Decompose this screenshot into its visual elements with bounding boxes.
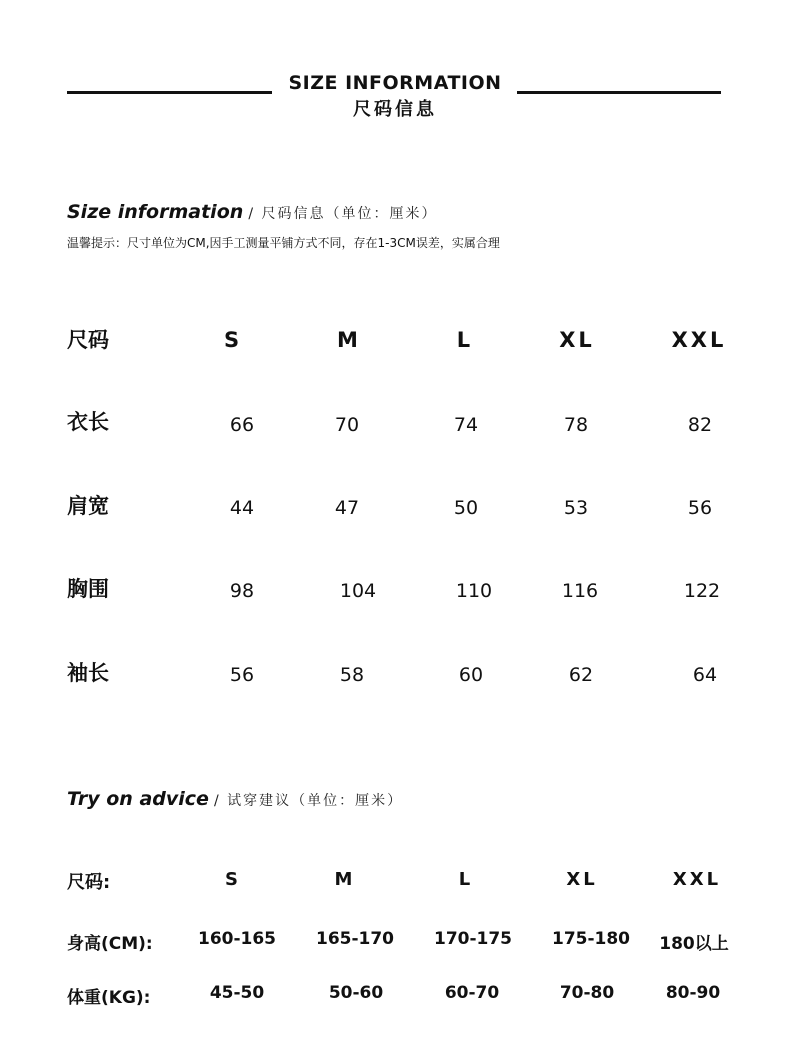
try-on-cell: 80-90	[665, 983, 721, 1003]
size-table-row-label: 肩宽	[67, 494, 109, 518]
size-table-cell: 82	[687, 414, 713, 436]
try-on-subtitle: / 试穿建议（单位：厘米）	[214, 793, 404, 809]
try-on-header-size: L	[458, 869, 474, 890]
size-table-cell: 104	[339, 580, 377, 602]
try-on-row-label: 身高(CM):	[67, 934, 153, 954]
try-on-cell: 60-70	[444, 983, 500, 1003]
try-on-header-size: S	[225, 869, 241, 890]
size-info-title: Size information	[67, 201, 244, 223]
try-on-cell: 70-80	[559, 983, 615, 1003]
try-on-cell: 175-180	[551, 929, 631, 949]
size-table-header-label: 尺码	[67, 328, 109, 352]
size-table-cell: 74	[453, 414, 479, 436]
size-info-subtitle: / 尺码信息（单位：厘米）	[248, 206, 438, 222]
size-table-cell: 56	[687, 497, 713, 519]
try-on-cell: 160-165	[197, 929, 277, 949]
try-on-header-label: 尺码:	[67, 872, 111, 893]
try-on-cell: 165-170	[315, 929, 395, 949]
size-table-cell: 110	[455, 580, 493, 602]
size-table-cell: 62	[568, 664, 594, 686]
try-on-row-label: 体重(KG):	[67, 988, 151, 1008]
page-title: SIZE INFORMATION	[288, 72, 502, 94]
size-table-cell: 58	[339, 664, 365, 686]
size-table-cell: 70	[334, 414, 360, 436]
size-table-cell: 56	[229, 664, 255, 686]
try-on-header-size: XL	[566, 869, 598, 890]
size-table-header-size: XXL	[671, 328, 727, 352]
size-table-cell: 44	[229, 497, 255, 519]
try-on-cell: 45-50	[209, 983, 265, 1003]
size-table-cell: 60	[458, 664, 484, 686]
try-on-title: Try on advice	[67, 788, 209, 810]
size-table-cell: 98	[229, 580, 255, 602]
size-table-row-label: 衣长	[67, 410, 109, 434]
size-table-header-size: S	[223, 328, 243, 352]
size-table-cell: 53	[563, 497, 589, 519]
try-on-cell: 170-175	[433, 929, 513, 949]
size-table-cell: 78	[563, 414, 589, 436]
size-table-cell: 47	[334, 497, 360, 519]
page-title-cn: 尺码信息	[353, 99, 437, 120]
size-table-cell: 122	[683, 580, 721, 602]
size-table-header-size: M	[337, 328, 361, 352]
size-table-header-size: XL	[559, 328, 595, 352]
try-on-header-size: M	[334, 869, 356, 890]
try-on-heading	[67, 788, 403, 810]
size-table-cell: 116	[561, 580, 599, 602]
size-table-header-size: L	[456, 328, 474, 352]
size-table-cell: 66	[229, 414, 255, 436]
size-table-cell: 64	[692, 664, 718, 686]
try-on-header-size: XXL	[672, 869, 722, 890]
try-on-cell: 50-60	[328, 983, 384, 1003]
size-table-row-label: 袖长	[67, 661, 109, 685]
size-info-note: 温馨提示：尺寸单位为CM,因手工测量平铺方式不同，存在1-3CM误差，实属合理	[67, 236, 500, 250]
try-on-cell: 180以上	[659, 934, 729, 954]
size-table-row-label: 胸围	[67, 577, 109, 601]
size-table-cell: 50	[453, 497, 479, 519]
size-info-heading	[67, 201, 438, 223]
